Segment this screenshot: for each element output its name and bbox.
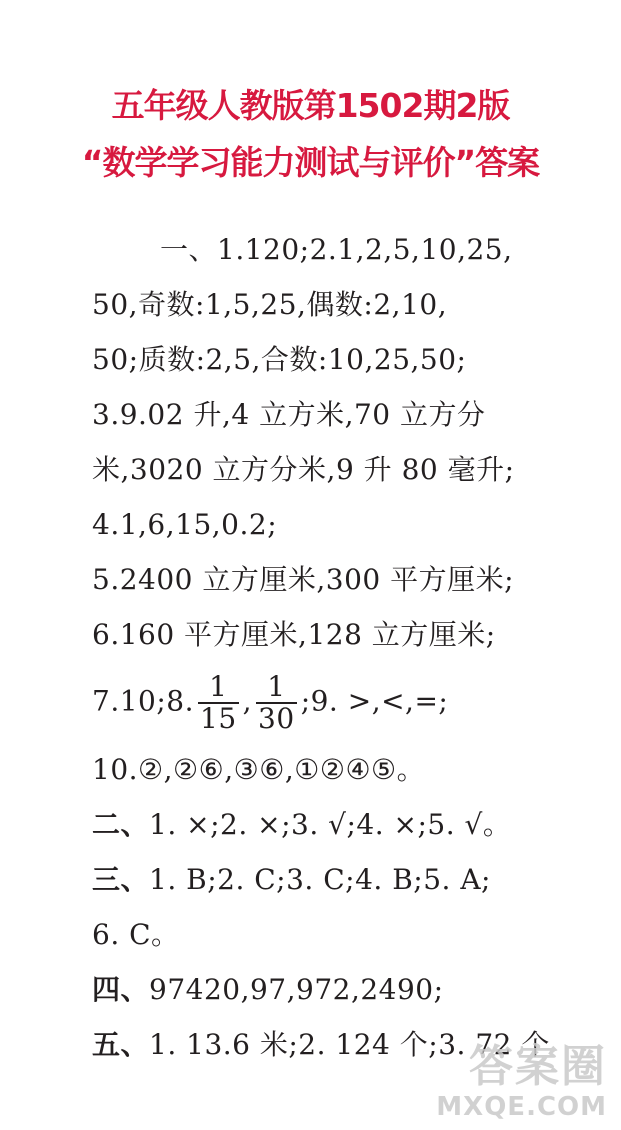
line-9-prefix: 7.10;8. [92, 684, 194, 718]
title-line-2: “数学学习能力测试与评价”答案 [81, 143, 540, 182]
answer-line-1: 一、1.120;2.1,2,5,10,25, [160, 233, 513, 266]
fraction-2 [256, 672, 297, 734]
title-line-1: 五年级人教版第1502期2版 [111, 86, 510, 125]
watermark-logo [421, 1024, 611, 1124]
line-9-suffix: ;9. >,<,=; [300, 684, 449, 718]
section-four-answers: 97420,97,972,2490; [149, 973, 444, 1006]
fraction-2-denominator: 30 [258, 702, 295, 735]
line-9-separator: , [242, 684, 253, 718]
section-five-heading: 五、 [92, 1028, 150, 1061]
section-two-heading: 二、 [92, 808, 150, 841]
section-two-answers: 1. ×;2. ×;3. √;4. ×;5. √。 [149, 808, 512, 841]
section-three-answers: 1. B;2. C;3. C;4. B;5. A; [149, 863, 491, 896]
fraction-2-numerator: 1 [256, 672, 297, 704]
answer-line-6: 4.1,6,15,0.2; [92, 508, 278, 541]
answer-line-8: 6.160 平方厘米,128 立方厘米; [92, 618, 496, 651]
watermark-text: 答案圈 [469, 1041, 607, 1092]
fraction-1-numerator: 1 [198, 672, 239, 704]
answer-line-4: 3.9.02 升,4 立方米,70 立方分 [92, 398, 486, 431]
answer-line-13: 6. C。 [92, 918, 180, 951]
answer-line-12 [92, 863, 491, 897]
answer-line-9 [92, 672, 448, 734]
answer-line-14 [92, 973, 444, 1007]
answer-line-11 [92, 808, 511, 842]
section-five-answers: 1. 13.6 米;2. 124 个;3. 72 个 [149, 1028, 550, 1061]
fraction-1 [198, 672, 239, 734]
section-four-heading: 四、 [92, 973, 150, 1006]
watermark-url: MXQE.COM [436, 1092, 607, 1122]
answer-line-10: 10.②,②⑥,③⑥,①②④⑤。 [92, 753, 426, 786]
answer-line-5: 米,3020 立方分米,9 升 80 毫升; [92, 453, 515, 486]
section-three-heading: 三、 [92, 863, 150, 896]
fraction-1-denominator: 15 [200, 702, 237, 735]
answer-line-2: 50,奇数:1,5,25,偶数:2,10, [92, 288, 448, 321]
answer-line-3: 50;质数:2,5,合数:10,25,50; [92, 343, 467, 376]
answer-line-7: 5.2400 立方厘米,300 平方厘米; [92, 563, 515, 596]
